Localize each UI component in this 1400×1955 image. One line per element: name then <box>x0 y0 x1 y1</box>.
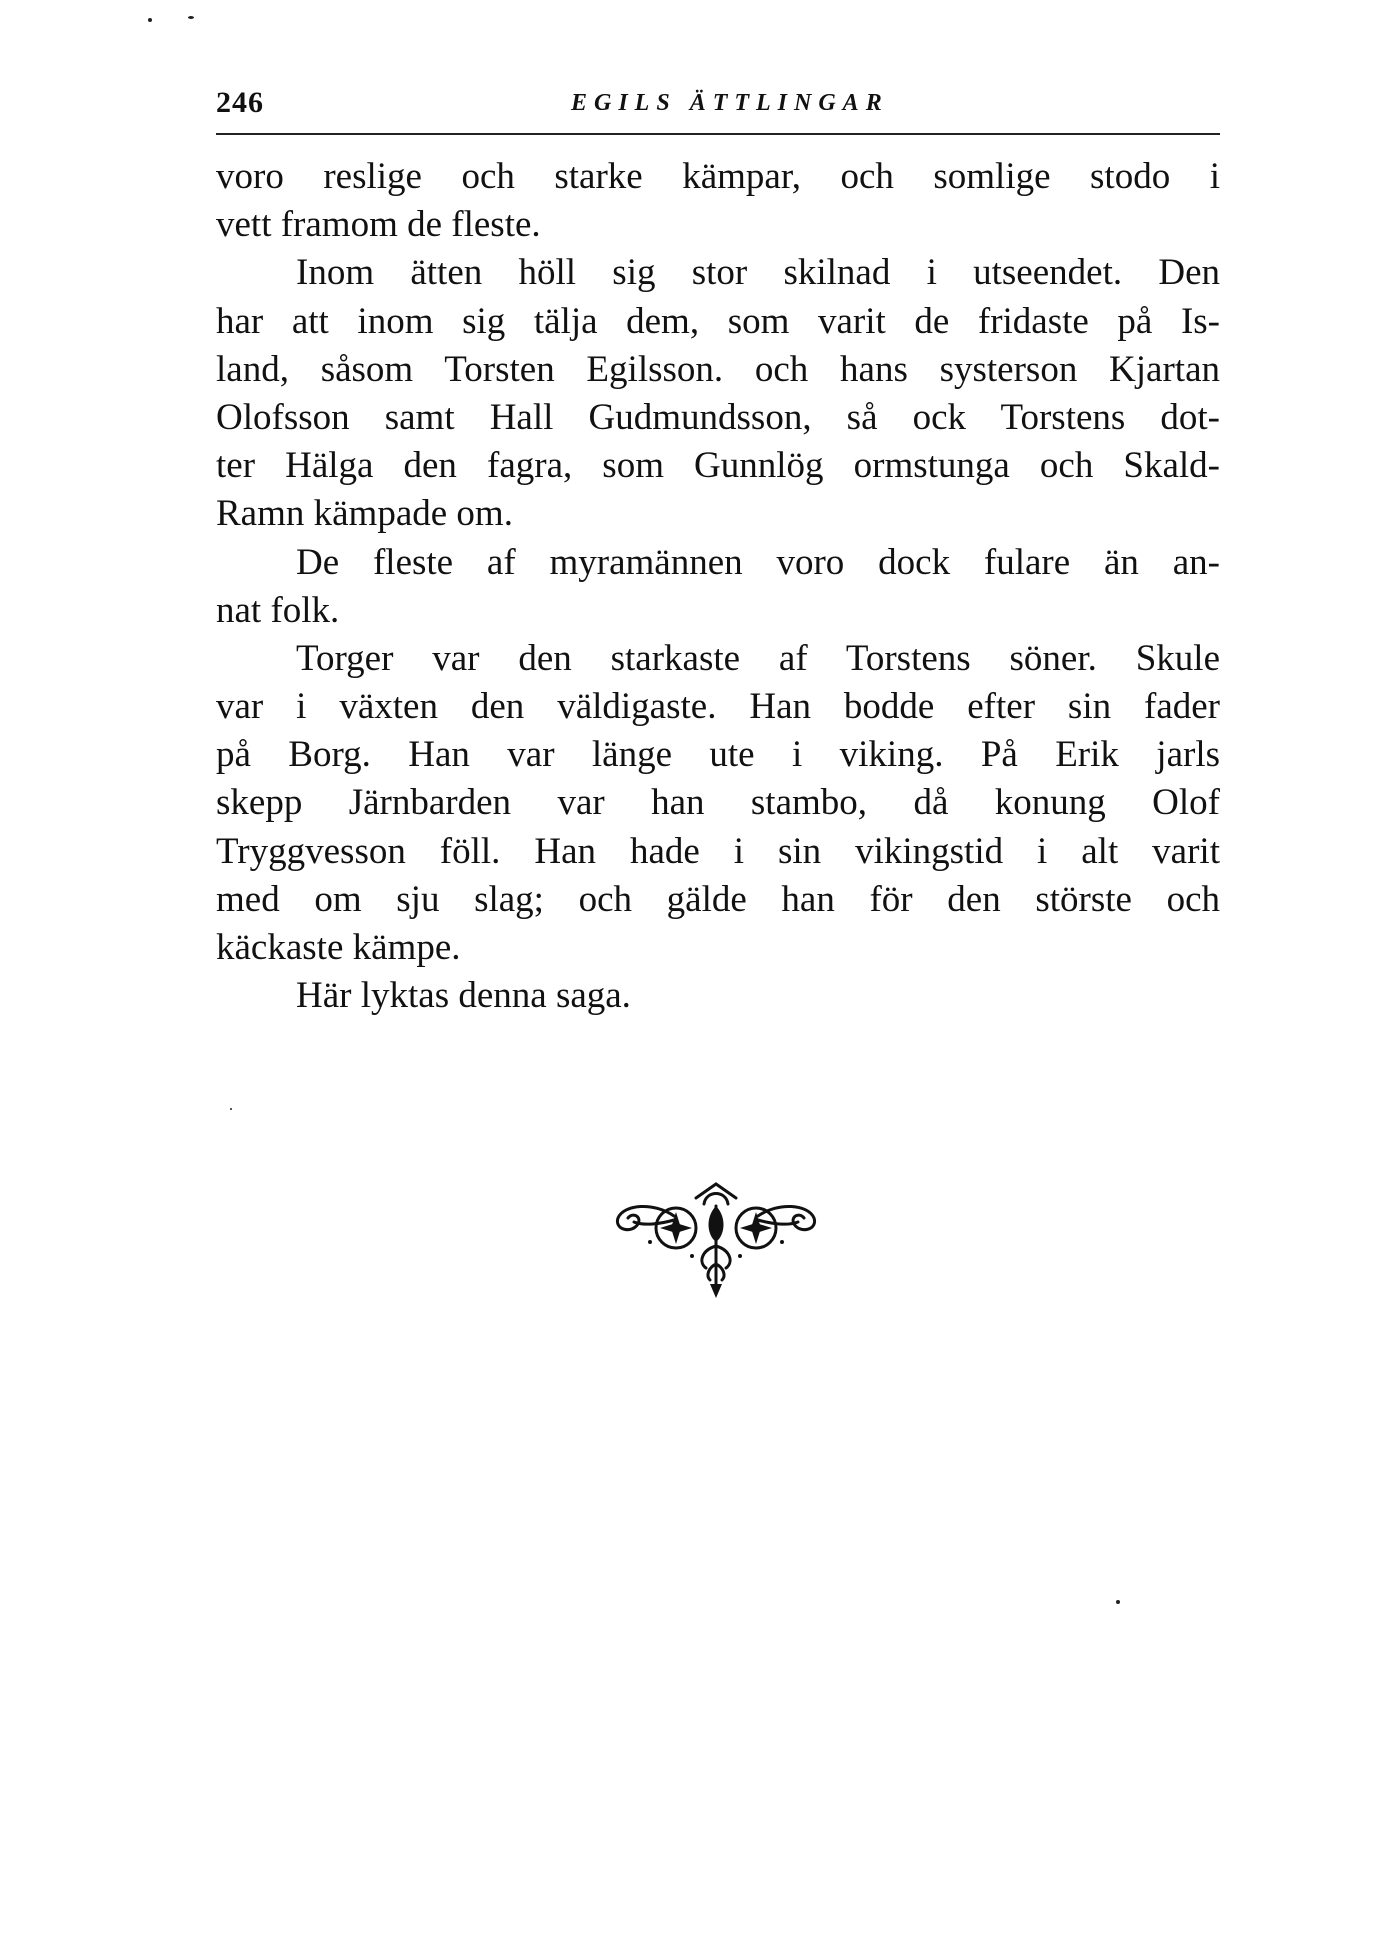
header-rule <box>216 133 1220 135</box>
text-line: har att inom sig tälja dem, som varit de fridaste på Is- <box>216 300 1220 342</box>
text-line: på Borg. Han var länge ute i viking. På Erik jarls <box>216 734 1220 776</box>
body-text <box>216 153 1220 1020</box>
text-line: Olofsson samt Hall Gudmundsson, så ock Torstens dot- <box>216 396 1220 438</box>
margin-speck <box>148 18 152 22</box>
text-line: voro reslige och starke kämpar, och somlige stodo i <box>216 156 1220 197</box>
text-line: skepp Järnbarden var han stambo, då konung Olof <box>216 782 1220 824</box>
text-line: ter Hälga den fagra, som Gunnlög ormstunga och Skald- <box>216 445 1220 487</box>
text-line: käckaste kämpe. <box>216 927 461 968</box>
text-line: var i växten den väldigaste. Han bodde efter sin fader <box>216 686 1220 728</box>
page-number: 246 <box>216 86 264 119</box>
text-line: Här lyktas denna saga. <box>296 975 631 1017</box>
margin-speck <box>188 16 194 19</box>
text-line: Torger var den starkaste af Torstens söner. Skule <box>296 637 1220 679</box>
margin-speck <box>230 1108 232 1110</box>
text-line: med om sju slag; och gälde han för den störste och <box>216 878 1220 920</box>
running-title: EGILS ÄTTLINGAR <box>571 90 889 116</box>
floral-tailpiece-icon <box>610 1176 822 1298</box>
running-head <box>216 86 1220 126</box>
text-line: nat folk. <box>216 589 340 631</box>
text-line: land, såsom Torsten Egilsson. och hans systerson Kjartan <box>216 348 1220 390</box>
text-line: vett framom de fleste. <box>216 204 541 246</box>
text-line: Inom ätten höll sig stor skilnad i utseendet. Den <box>296 252 1220 294</box>
text-line: Tryggvesson föll. Han hade i sin vikingstid i alt varit <box>216 830 1220 872</box>
text-line: De fleste af myramännen voro dock fulare än an- <box>296 541 1220 583</box>
margin-speck <box>1116 1600 1120 1604</box>
text-line: Ramn kämpade om. <box>216 493 513 535</box>
